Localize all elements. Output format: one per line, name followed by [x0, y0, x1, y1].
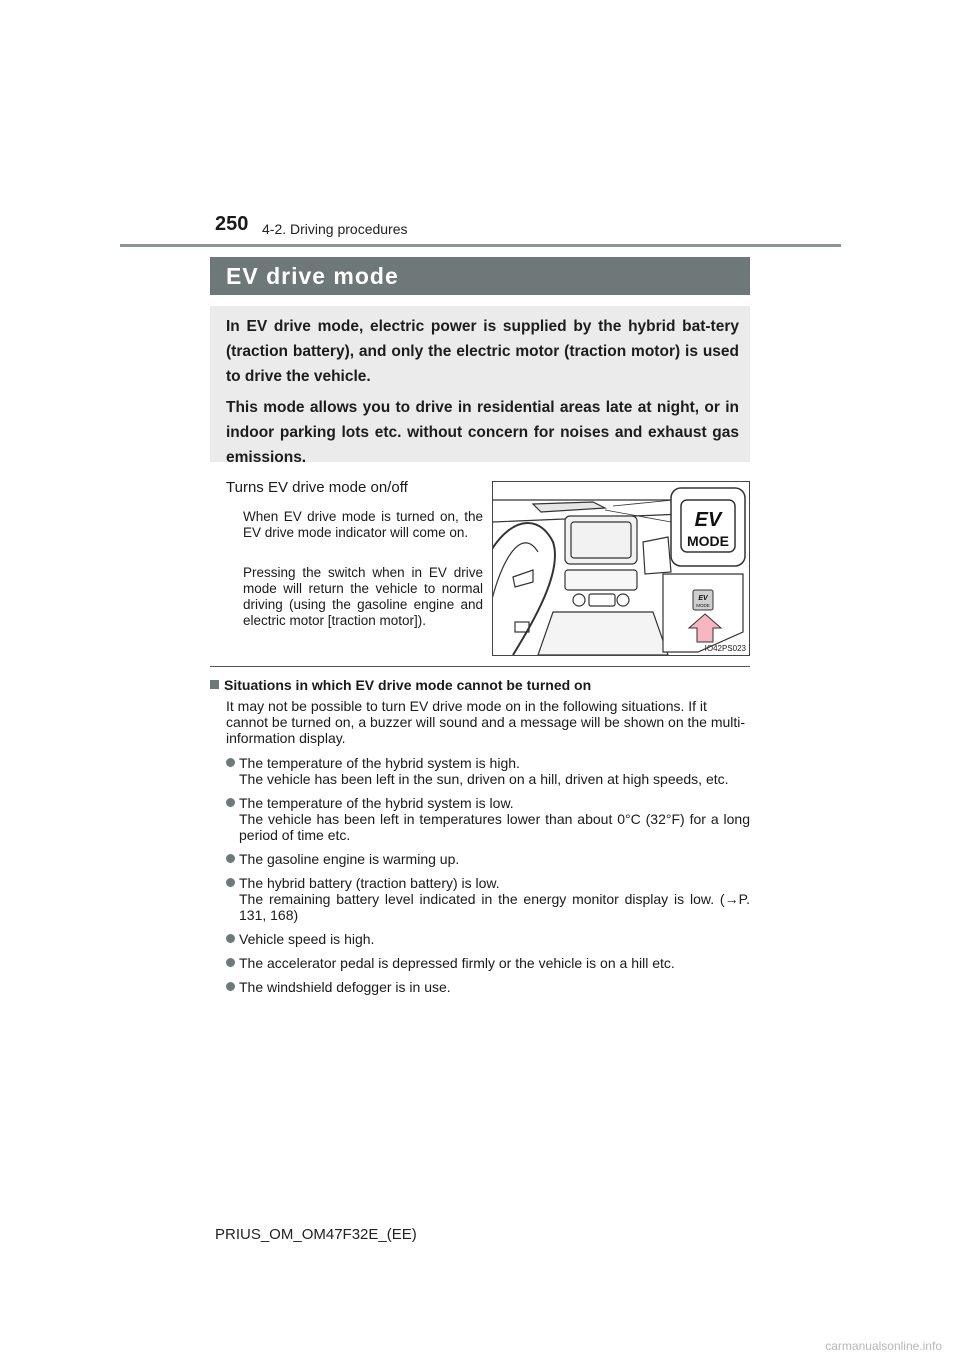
item-detail: The vehicle has been left in the sun, driven on a hill, driven at high speeds, etc. — [239, 771, 729, 787]
list-item — [226, 931, 750, 947]
list-item — [226, 795, 750, 843]
item-text: The accelerator pedal is depressed firmly or the vehicle is on a hill etc. — [239, 955, 675, 971]
switch-caption: Turns EV drive mode on/off — [226, 479, 408, 496]
mode-label-large: MODE — [687, 533, 729, 549]
item-text: The temperature of the hybrid system is high. — [239, 755, 520, 771]
page-title: EV drive mode — [226, 263, 399, 289]
list-item — [226, 851, 750, 867]
figure-code: IO42PS023 — [704, 644, 746, 653]
item-detail: The remaining battery level indicated in the energy monitor display is low. (→P. 131, 168) — [239, 891, 750, 923]
section-header: 4-2. Driving procedures — [262, 221, 408, 237]
page-number: 250 — [215, 213, 249, 235]
footer-code: PRIUS_OM_OM47F32E_(EE) — [215, 1226, 417, 1243]
list-item — [226, 979, 750, 995]
intro-box — [210, 306, 750, 466]
switch-note-2: Pressing the switch when in EV drive mode will return the vehicle to normal driving (using the gasoline engine and electric motor [traction motor]). — [243, 565, 483, 628]
bullet-dot-icon — [226, 982, 235, 991]
item-text: The temperature of the hybrid system is low. — [239, 795, 514, 811]
intro-paragraph-2: This mode allows you to drive in residential areas late at night, or in indoor parking lots etc. without concern for noises and exhaust gas emissions. — [226, 399, 739, 466]
ev-label-small: EV — [698, 595, 708, 602]
dashboard-illustration — [492, 481, 750, 656]
title-bar — [210, 257, 750, 295]
section-divider — [210, 666, 750, 667]
list-item — [226, 955, 750, 971]
bullet-dot-icon — [226, 958, 235, 967]
item-text: The gasoline engine is warming up. — [239, 851, 460, 867]
item-text: Vehicle speed is high. — [239, 931, 375, 947]
watermark: carmanualsonline.info — [825, 1339, 942, 1353]
intro-paragraph-1: In EV drive mode, electric power is supplied by the hybrid bat-tery (traction battery), and only the electric motor (traction motor) is used to drive the vehicle. — [226, 318, 739, 385]
item-text: The hybrid battery (traction battery) is low. — [239, 875, 500, 891]
bullet-dot-icon — [226, 878, 235, 887]
list-item — [226, 875, 750, 923]
item-text: The windshield defogger is in use. — [239, 979, 451, 995]
square-bullet-icon — [210, 680, 219, 689]
list-item — [226, 755, 750, 787]
dashboard-drawing — [493, 482, 749, 655]
switch-note-1: When EV drive mode is turned on, the EV drive mode indicator will come on. — [243, 509, 483, 540]
bullet-dot-icon — [226, 798, 235, 807]
situations-list — [226, 755, 750, 1003]
bullet-dot-icon — [226, 934, 235, 943]
header-rule — [120, 244, 841, 247]
mode-label-small: MODE — [696, 603, 710, 608]
item-detail: The vehicle has been left in temperatures lower than about 0°C (32°F) for a long period of time etc. — [239, 811, 750, 843]
bullet-dot-icon — [226, 758, 235, 767]
situations-intro: It may not be possible to turn EV drive mode on in the following situations. If it cannot be turned on, a buzzer will sound and a message will be shown on the multi-information display. — [226, 698, 746, 746]
situations-heading-text: Situations in which EV drive mode cannot be turned on — [224, 677, 592, 693]
situations-heading — [210, 677, 591, 693]
bullet-dot-icon — [226, 854, 235, 863]
ev-label-large: EV — [694, 509, 722, 531]
